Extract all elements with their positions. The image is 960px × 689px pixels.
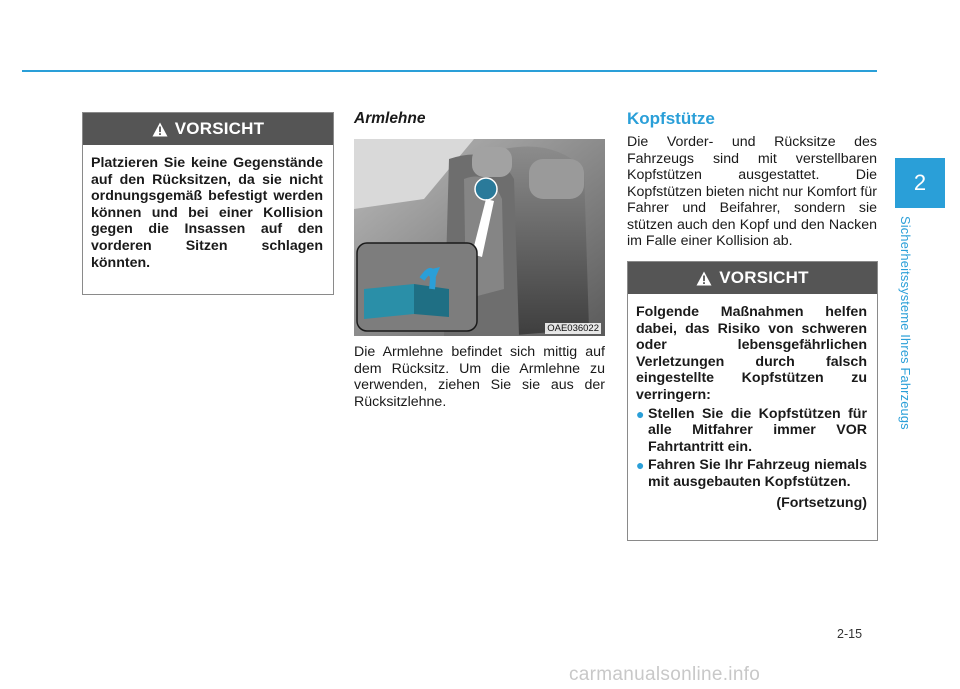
page-number: 2-15 xyxy=(837,627,863,641)
caution-header xyxy=(83,113,333,145)
armlehne-heading: Armlehne xyxy=(354,110,426,127)
caution-bullet xyxy=(636,406,867,456)
caution-box-left xyxy=(82,112,334,295)
bullet-dot-icon: ● xyxy=(636,405,645,422)
top-divider xyxy=(22,70,877,72)
chapter-title: Sicherheitssysteme Ihres Fahrzeugs xyxy=(898,216,913,430)
kopfstuetze-heading: Kopfstütze xyxy=(627,109,715,128)
warning-icon xyxy=(152,122,168,137)
armrest-illustration xyxy=(354,139,605,336)
bullet-dot-icon: ● xyxy=(636,457,645,474)
caution-header xyxy=(628,262,877,294)
warning-icon xyxy=(696,271,712,286)
armlehne-text: Die Armlehne befindet sich mittig auf dem Rücksitz. Um die Armlehne zu verwenden, ziehen Sie sie aus der Rücksitzlehne. xyxy=(354,344,605,410)
caution-header-label: VORSICHT xyxy=(174,119,265,138)
armrest-photo xyxy=(354,139,605,336)
caution-box-right xyxy=(627,261,878,541)
caution-intro: Folgende Maßnahmen helfen dabei, das Risiko von schweren oder lebensgefährlichen Verletzungen durch falsch eingestellte Kopfstützen zu verringern: xyxy=(636,304,867,403)
caution-bullet-text: Stellen Sie die Kopfstützen für alle Mitfahrer immer VOR Fahrtantritt ein. xyxy=(648,405,867,455)
continued-label: (Fortsetzung) xyxy=(776,494,867,511)
caution-text: Platzieren Sie keine Gegenstände auf den Rücksitzen, da sie nicht ordnungsgemäß befestigt werden können und bei einer Kollision gegen die Insassen auf den vorderen Sitzen schlagen könnten. xyxy=(91,155,323,271)
watermark: carmanualsonline.info xyxy=(569,664,761,685)
caution-content xyxy=(628,294,877,521)
image-code: OAE036022 xyxy=(547,323,599,334)
caution-bullet-text: Fahren Sie Ihr Fahrzeug niemals mit ausgebauten Kopfstützen. xyxy=(648,457,867,490)
kopfstuetze-text: Die Vorder- und Rücksitze des Fahrzeugs sind mit verstellbaren Kopfstützen ausgestattet. Die Kopfstützen bieten nicht nur Komfort für Fahrer und Beifahrer, sondern sie stützen auch den Kopf und den Nacken im Falle einer Kollision ab. xyxy=(627,134,877,249)
chapter-tab: 2 xyxy=(895,158,945,208)
caution-bullet xyxy=(636,457,867,490)
chapter-side-title xyxy=(898,216,922,446)
caution-header-label: VORSICHT xyxy=(719,268,809,287)
